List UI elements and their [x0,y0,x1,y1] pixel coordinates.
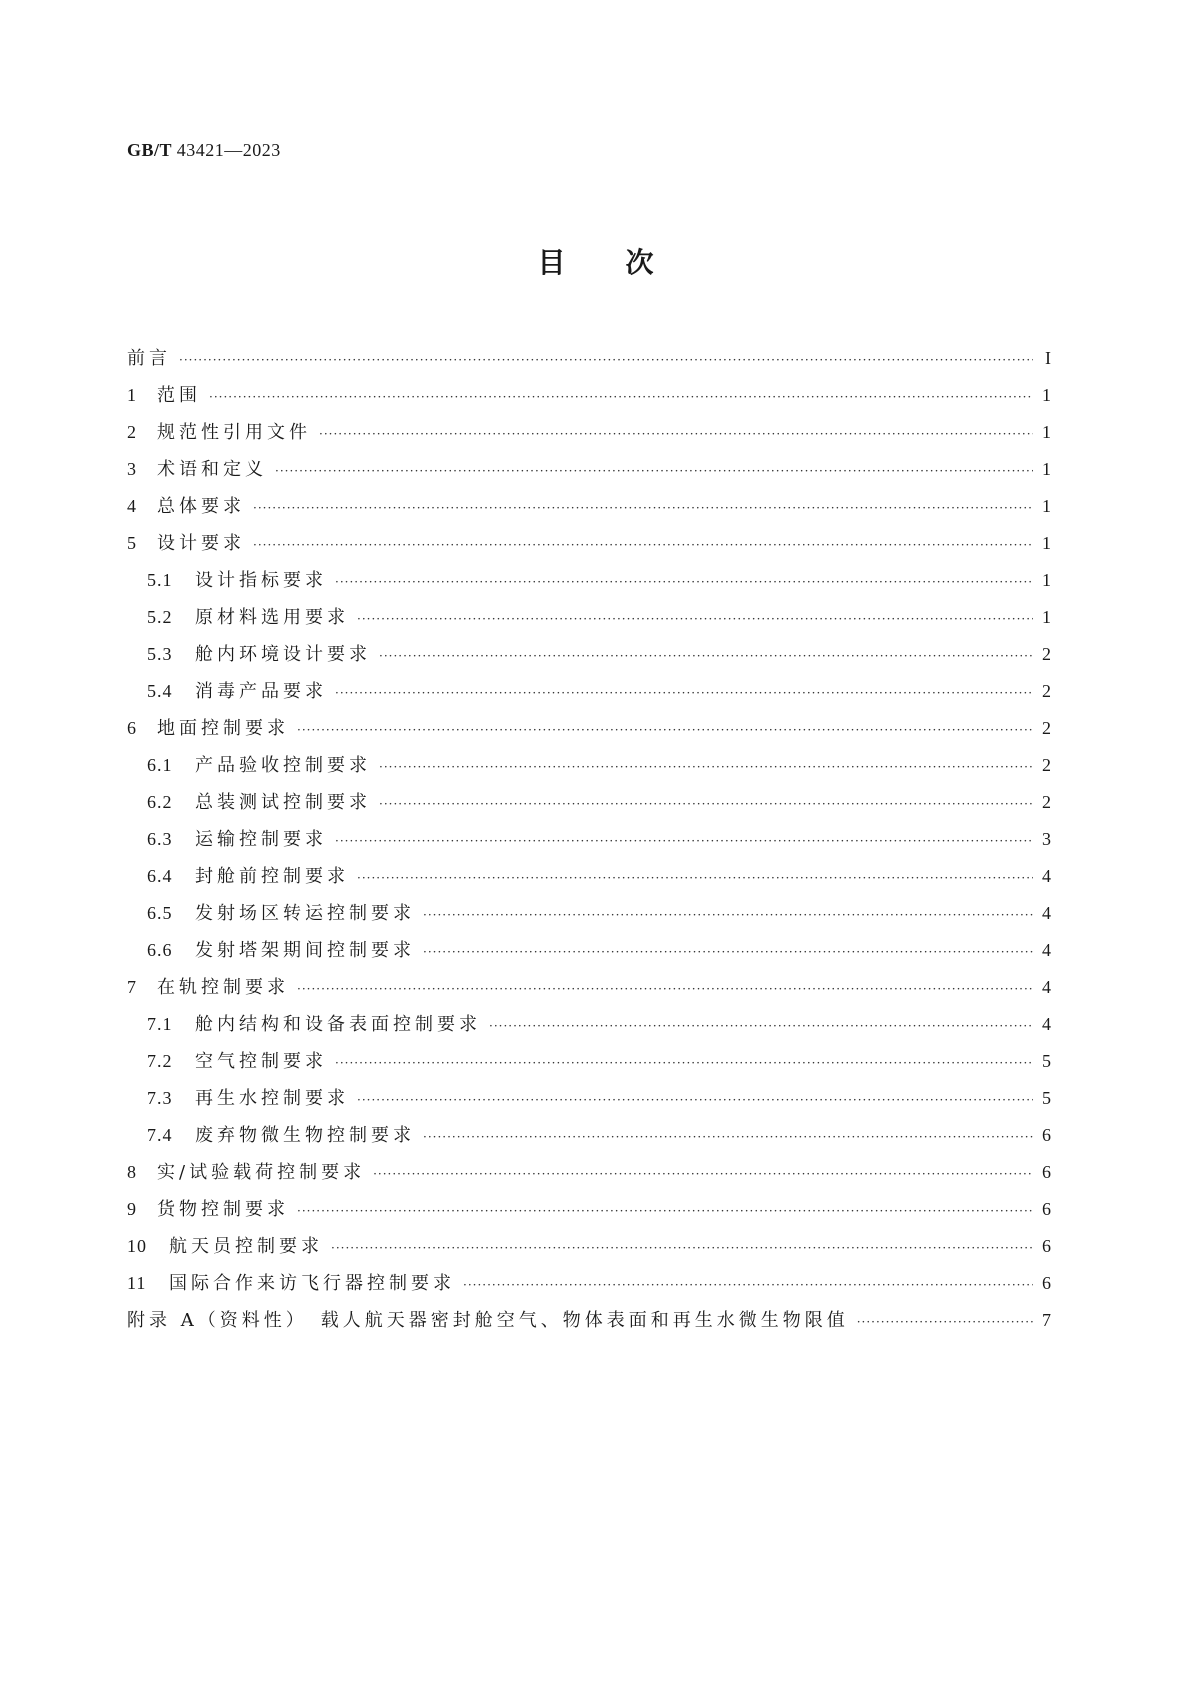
toc-section-title: 发射塔架期间控制要求 [195,940,415,961]
toc-dot-leader [179,342,1033,379]
toc-entry[interactable] [127,562,1051,599]
toc-section-title: 原材料选用要求 [195,607,349,628]
toc-entry[interactable] [127,784,1051,821]
toc-page-number: 6 [1042,1273,1051,1293]
toc-dot-leader [319,416,1033,453]
toc-section-number: 6.6 [147,940,173,960]
toc-section-title: 设计指标要求 [195,570,327,591]
toc-dot-leader [423,1119,1033,1156]
toc-dot-leader [297,1193,1033,1230]
toc-section-title: 再生水控制要求 [195,1088,349,1109]
toc-entry[interactable] [127,1265,1051,1302]
toc-section-title: 地面控制要求 [157,718,289,739]
toc-section-title: 总装测试控制要求 [195,792,371,813]
toc-dot-leader [357,860,1033,897]
toc-entry[interactable] [127,1043,1051,1080]
toc-entry[interactable] [127,1080,1051,1117]
standard-prefix: GB/T [127,140,172,160]
toc-section-number: 5.2 [147,607,173,627]
toc-section-number: 7.4 [147,1125,173,1145]
toc-page-number: 4 [1042,903,1051,923]
toc-section-title: 附录 A（资料性） 载人航天器密封舱空气、物体表面和再生水微生物限值 [127,1310,849,1331]
toc-section-title: 规范性引用文件 [157,422,311,443]
toc-entry[interactable] [127,858,1051,895]
toc-entry[interactable] [127,377,1051,414]
toc-page-number: 6 [1042,1125,1051,1145]
toc-section-number: 5.3 [147,644,173,664]
toc-entry[interactable] [127,1302,1051,1339]
toc-section-title: 消毒产品要求 [195,681,327,702]
toc-page-number: 1 [1042,385,1051,405]
toc-section-title: 运输控制要求 [195,829,327,850]
toc-dot-leader [335,1045,1033,1082]
toc-entry[interactable] [127,451,1051,488]
toc-section-number: 7.1 [147,1014,173,1034]
toc-page-number: 1 [1042,570,1051,590]
toc-dot-leader [379,749,1033,786]
toc-section-title: 国际合作来访飞行器控制要求 [169,1273,455,1294]
toc-section-title: 空气控制要求 [195,1051,327,1072]
toc-entry[interactable] [127,747,1051,784]
toc-page-number: 6 [1042,1236,1051,1256]
toc-page-number: 1 [1042,496,1051,516]
toc-entry[interactable] [127,1154,1051,1191]
toc-section-title: 货物控制要求 [157,1199,289,1220]
toc-page-number: 1 [1042,422,1051,442]
toc-page-number: 1 [1042,533,1051,553]
toc-dot-leader [275,453,1033,490]
toc-section-number: 7.2 [147,1051,173,1071]
toc-section-title: 发射场区转运控制要求 [195,903,415,924]
toc-dot-leader [253,527,1033,564]
toc-dot-leader [209,379,1033,416]
toc-section-number: 11 [127,1273,147,1293]
toc-dot-leader [379,786,1033,823]
toc-section-number: 3 [127,459,137,479]
toc-entry[interactable] [127,1228,1051,1265]
toc-dot-leader [379,638,1033,675]
toc-section-number: 6.5 [147,903,173,923]
toc-dot-leader [331,1230,1033,1267]
toc-page-number: 2 [1042,681,1051,701]
toc-page-number: I [1045,348,1051,368]
toc-section-number: 10 [127,1236,147,1256]
toc-entry[interactable] [127,414,1051,451]
standard-number: 43421—2023 [176,140,281,160]
toc-section-title: 范围 [157,385,201,406]
toc-page-number: 2 [1042,718,1051,738]
toc-entry[interactable] [127,821,1051,858]
toc-entry[interactable] [127,599,1051,636]
toc-section-title: 前言 [127,348,171,369]
toc-section-number: 6.3 [147,829,173,849]
toc-section-number: 4 [127,496,137,516]
toc-page-number: 1 [1042,607,1051,627]
toc-entry[interactable] [127,1191,1051,1228]
toc-page-number: 2 [1042,644,1051,664]
toc-section-title: 总体要求 [157,496,245,517]
toc-page-number: 4 [1042,977,1051,997]
toc-section-title: 封舱前控制要求 [195,866,349,887]
toc-page-number: 3 [1042,829,1051,849]
toc-page-number: 4 [1042,1014,1051,1034]
toc-section-title: 舱内结构和设备表面控制要求 [195,1014,481,1035]
toc-section-title: 术语和定义 [157,459,267,480]
toc-entry[interactable] [127,673,1051,710]
toc-entry[interactable] [127,636,1051,673]
toc-section-title: 航天员控制要求 [169,1236,323,1257]
toc-dot-leader [357,601,1033,638]
toc-page-number: 2 [1042,755,1051,775]
toc-dot-leader [253,490,1033,527]
toc-section-number: 5.1 [147,570,173,590]
toc-page-number: 2 [1042,792,1051,812]
toc-section-number: 1 [127,385,137,405]
toc-section-title: 实/试验载荷控制要求 [157,1162,366,1183]
toc-page-number: 6 [1042,1162,1051,1182]
toc-section-title: 舱内环境设计要求 [195,644,371,665]
toc-section-number: 6 [127,718,137,738]
toc-section-number: 6.4 [147,866,173,886]
toc-page-number: 7 [1042,1310,1051,1330]
toc-section-number: 8 [127,1162,137,1182]
toc-dot-leader [357,1082,1033,1119]
toc-dot-leader [423,934,1033,971]
toc-section-title: 废弃物微生物控制要求 [195,1125,415,1146]
toc-section-number: 6.2 [147,792,173,812]
toc-section-number: 5.4 [147,681,173,701]
toc-section-number: 7 [127,977,137,997]
page-title: 目次 [537,246,714,279]
toc-page-number: 6 [1042,1199,1051,1219]
toc-dot-leader [463,1267,1033,1304]
toc-dot-leader [335,564,1033,601]
toc-entry[interactable] [127,710,1051,747]
toc-dot-leader [857,1304,1033,1341]
toc-entry[interactable] [127,488,1051,525]
toc-entry[interactable] [127,525,1051,562]
toc-page-number: 1 [1042,459,1051,479]
toc-section-number: 6.1 [147,755,173,775]
toc-section-title: 设计要求 [157,533,245,554]
toc-dot-leader [335,823,1033,860]
toc-section-title: 产品验收控制要求 [195,755,371,776]
toc-page-number: 4 [1042,940,1051,960]
table-of-contents [127,340,1051,1339]
toc-entry[interactable] [127,895,1051,932]
toc-page-number: 5 [1042,1088,1051,1108]
toc-page-number: 5 [1042,1051,1051,1071]
toc-dot-leader [373,1156,1033,1193]
toc-entry[interactable] [127,340,1051,377]
toc-dot-leader [423,897,1033,934]
toc-section-number: 5 [127,533,137,553]
standard-code [127,140,281,161]
toc-page-number: 4 [1042,866,1051,886]
toc-dot-leader [335,675,1033,712]
toc-section-number: 9 [127,1199,137,1219]
toc-dot-leader [297,712,1033,749]
toc-section-number: 7.3 [147,1088,173,1108]
toc-section-number: 2 [127,422,137,442]
toc-entry[interactable] [127,1117,1051,1154]
toc-section-title: 在轨控制要求 [157,977,289,998]
toc-entry[interactable] [127,969,1051,1006]
toc-dot-leader [297,971,1033,1008]
toc-dot-leader [489,1008,1033,1045]
toc-entry[interactable] [127,932,1051,969]
toc-entry[interactable] [127,1006,1051,1043]
